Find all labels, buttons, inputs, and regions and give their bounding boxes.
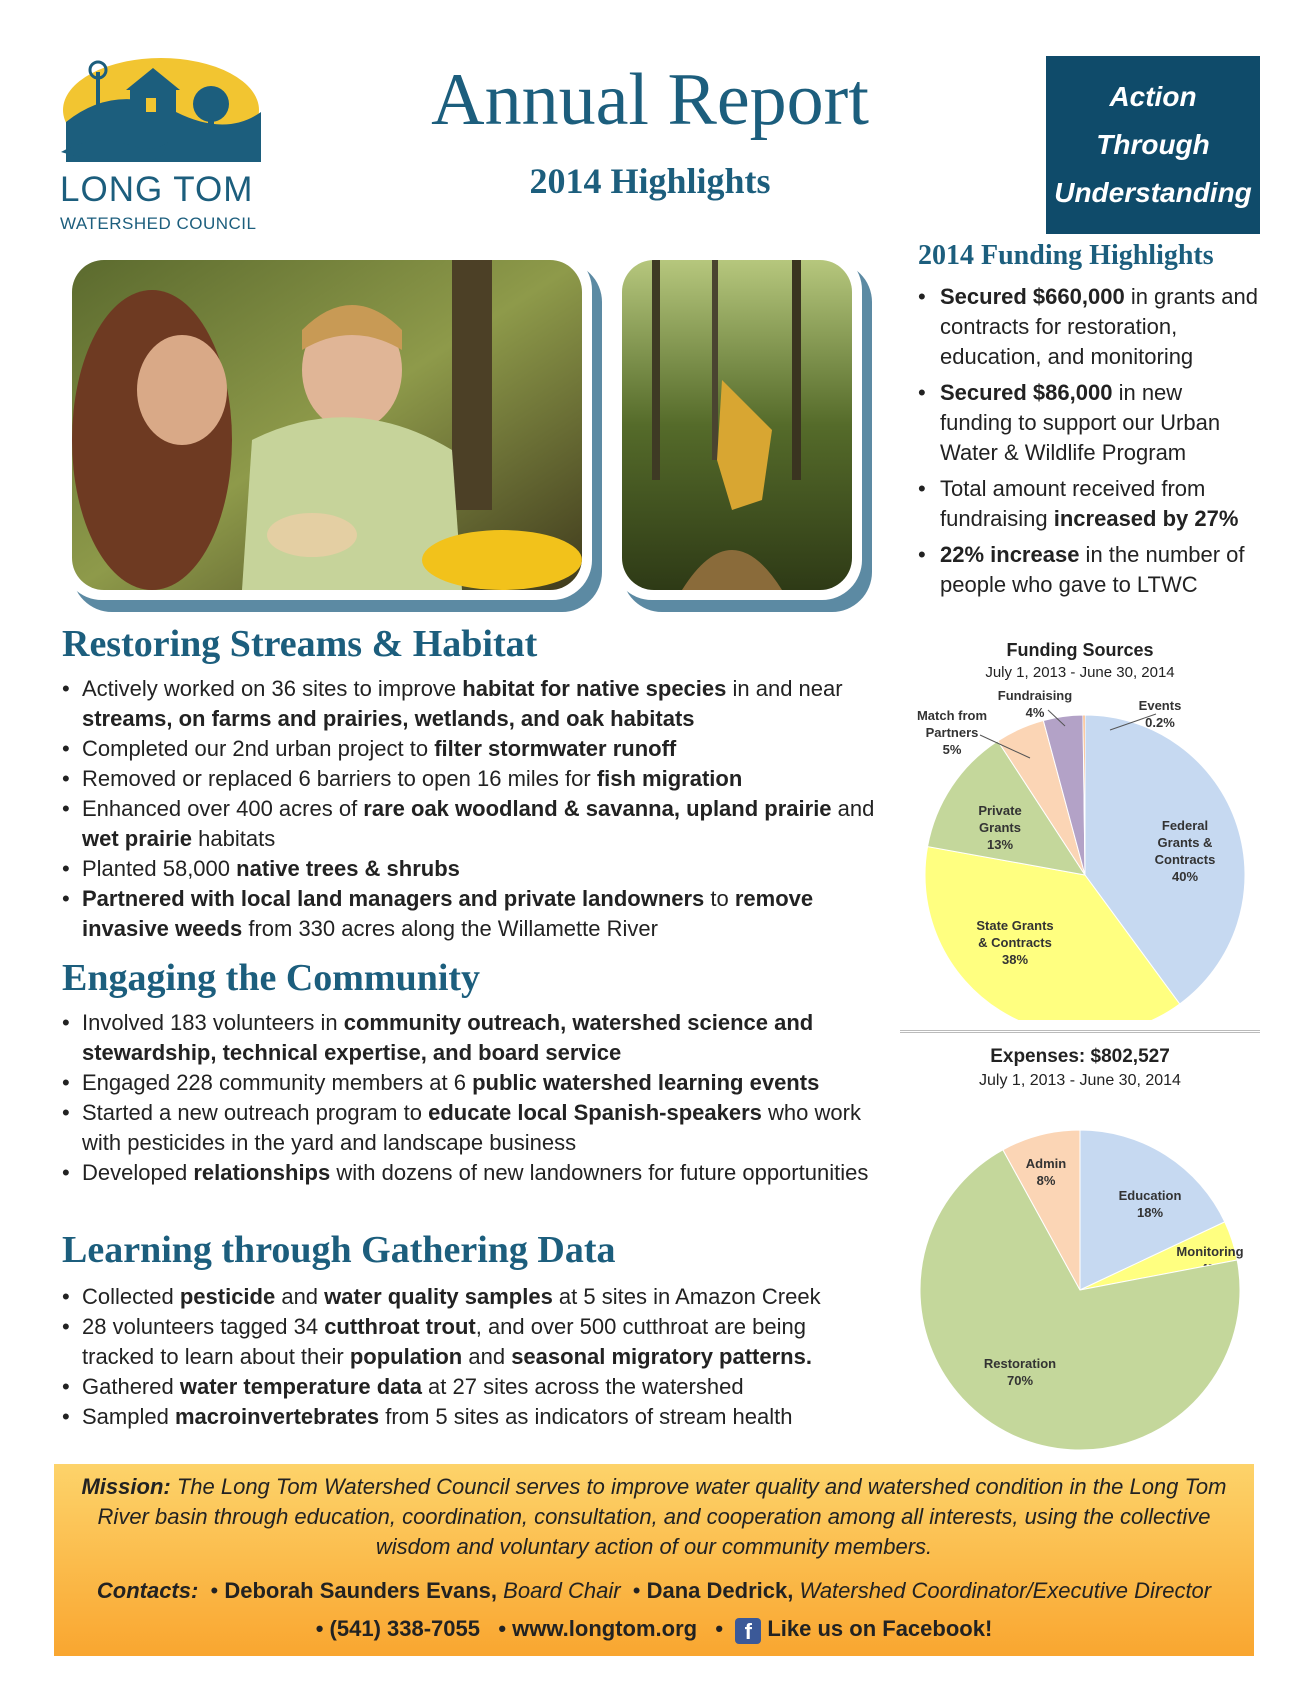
slice-label: Private Grants 13% xyxy=(978,803,1022,852)
page-subtitle: 2014 Highlights xyxy=(529,161,771,201)
list-item: • Sampled macroinvertebrates from 5 sites as indicators of stream health xyxy=(62,1402,882,1432)
contact-2-name: Dana Dedrick, xyxy=(646,1578,794,1603)
list-item: • Removed or replaced 6 barriers to open 16 miles for fish migration xyxy=(62,764,882,794)
section-list-learning xyxy=(62,1282,882,1432)
contacts-label: Contacts: xyxy=(96,1578,199,1603)
logo-graphic xyxy=(56,52,266,182)
section-title-restoring: Restoring Streams & Habitat xyxy=(62,623,538,665)
section-list-restoring xyxy=(62,674,882,944)
slice-label: Federal Grants & Contracts 40% xyxy=(1154,818,1216,884)
list-item: • 22% increase in the number of people who gave to LTWC xyxy=(918,540,1258,600)
volunteers-photo xyxy=(62,250,592,600)
website-link[interactable]: www.longtom.org xyxy=(512,1616,698,1641)
slice-label: State Grants & Contracts 38% xyxy=(976,918,1054,967)
list-item: • Involved 183 volunteers in community outreach, watershed science and stewardship, technical expertise, and board service xyxy=(62,1008,882,1068)
list-item: • Started a new outreach program to educate local Spanish-speakers who work with pesticides in the yard and landscape business xyxy=(62,1098,882,1158)
list-item: • Partnered with local land managers and private landowners to remove invasive weeds from 330 acres along the Willamette River xyxy=(62,884,882,944)
expenses-pie xyxy=(900,1100,1260,1450)
contact-2-role: Watershed Coordinator/Executive Director xyxy=(799,1578,1212,1603)
slice-label: Restoration 70% xyxy=(983,1356,1057,1388)
contact-1-role: Board Chair xyxy=(503,1578,621,1603)
tagline-line-3: Understanding xyxy=(1054,177,1252,208)
tagline-line-2: Through xyxy=(1096,129,1210,160)
contact-1-name: Deborah Saunders Evans, xyxy=(224,1578,498,1603)
list-item: • Engaged 228 community members at 6 public watershed learning events xyxy=(62,1068,882,1098)
logo-line-1: LONG TOM xyxy=(60,170,254,209)
slice-label: Match from Partners 5% xyxy=(916,708,988,757)
list-item: • 28 volunteers tagged 34 cutthroat trout, and over 500 cutthroat are being tracked to learn about their population and seasonal migratory patterns. xyxy=(62,1312,882,1372)
funding-sources-pie xyxy=(900,680,1260,1020)
mission-text: The Long Tom Watershed Council serves to improve water quality and watershed condition in the Long Tom River basin through education, coordination, consultation, and cooperation among all interests, using the collective wisdom and voluntary action of our community members. xyxy=(97,1474,1227,1559)
funding-highlights-list xyxy=(918,282,1258,606)
slice-label: Admin 8% xyxy=(1025,1156,1067,1188)
forest-stream-photo xyxy=(612,250,862,600)
tagline-line-1: Action xyxy=(1109,81,1197,112)
contacts-line-2: • (541) 338-7055 • www.longtom.org • f Like us on Facebook! xyxy=(315,1616,993,1644)
chart-subtitle-funding: July 1, 2013 - June 30, 2014 xyxy=(985,664,1175,681)
list-item: • Completed our 2nd urban project to filter stormwater runoff xyxy=(62,734,882,764)
page-title: Annual Report xyxy=(431,59,869,141)
slice-label: Monitoring xyxy=(1176,1244,1244,1259)
list-item: • Actively worked on 36 sites to improve habitat for native species in and near streams, on farms and prairies, wetlands, and oak habitats xyxy=(62,674,882,734)
list-item: • Total amount received from fundraising increased by 27% xyxy=(918,474,1258,534)
list-item: • Collected pesticide and water quality samples at 5 sites in Amazon Creek xyxy=(62,1282,882,1312)
list-item: • Secured $660,000 in grants and contracts for restoration, education, and monitoring xyxy=(918,282,1258,372)
chart-title-funding: Funding Sources xyxy=(1006,640,1154,660)
slice-label: Fundraising 4% xyxy=(997,688,1073,720)
mission-label: Mission: xyxy=(81,1474,171,1499)
section-title-learning: Learning through Gathering Data xyxy=(62,1229,616,1271)
facebook-link[interactable]: Like us on Facebook! xyxy=(767,1616,993,1641)
section-title-engaging: Engaging the Community xyxy=(62,957,481,999)
logo-text xyxy=(60,172,280,234)
section-list-engaging xyxy=(62,1008,882,1188)
chart-subtitle-expenses: July 1, 2013 - June 30, 2014 xyxy=(979,1072,1181,1089)
list-item: • Enhanced over 400 acres of rare oak woodland & savanna, upland prairie and wet prairie habitats xyxy=(62,794,882,854)
facebook-icon[interactable]: f xyxy=(735,1618,761,1644)
list-item: • Gathered water temperature data at 27 sites across the watershed xyxy=(62,1372,882,1402)
chart-title-expenses: Expenses: $802,527 xyxy=(990,1046,1170,1067)
contacts-line: Contacts: • Deborah Saunders Evans, Board Chair • Dana Dedrick, Watershed Coordinator/Executive Director xyxy=(96,1578,1212,1603)
phone: (541) 338-7055 xyxy=(329,1616,480,1641)
slice-label: Events 0.2% xyxy=(1138,698,1182,730)
mission-statement xyxy=(80,1472,1228,1562)
list-item: • Secured $86,000 in new funding to support our Urban Water & Wildlife Program xyxy=(918,378,1258,468)
list-item: • Planted 58,000 native trees & shrubs xyxy=(62,854,882,884)
funding-highlights-title: 2014 Funding Highlights xyxy=(918,240,1214,271)
divider xyxy=(900,1030,1260,1033)
logo-line-2: WATERSHED COUNCIL xyxy=(60,214,257,233)
slice-label: Education 18% xyxy=(1118,1188,1182,1220)
list-item: • Developed relationships with dozens of new landowners for future opportunities xyxy=(62,1158,882,1188)
tagline-box xyxy=(1046,56,1260,234)
